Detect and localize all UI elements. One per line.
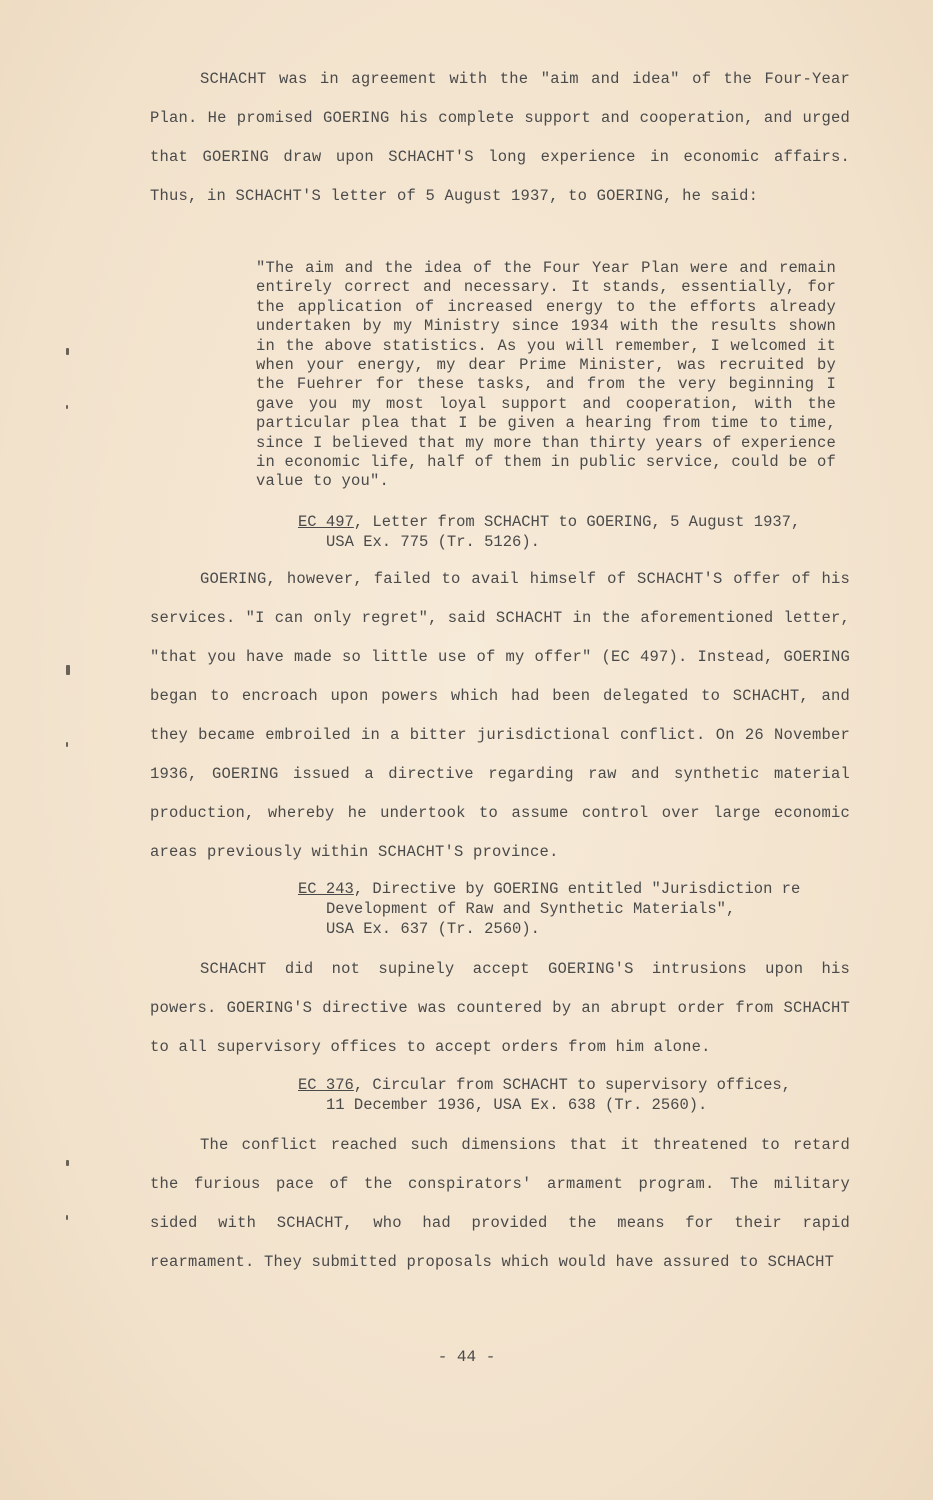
citation-ref: EC 497 bbox=[298, 513, 354, 531]
binder-hole-mark bbox=[66, 742, 68, 747]
citation-text-continued: USA Ex. 775 (Tr. 5126). bbox=[326, 533, 540, 551]
citation-text: , Letter from SCHACHT to GOERING, 5 August 1937, bbox=[353, 513, 801, 531]
citation-text-continued: Development of Raw and Synthetic Materials", USA Ex. 637 (Tr. 2560). bbox=[326, 900, 736, 938]
binder-hole-mark bbox=[66, 665, 70, 675]
binder-hole-mark bbox=[66, 348, 69, 355]
binder-hole-mark bbox=[66, 1215, 68, 1220]
citation-text: , Directive by GOERING entitled "Jurisdiction re bbox=[353, 880, 801, 898]
paragraph-goering-encroach: GOERING, however, failed to avail himself of SCHACHT'S offer of his services. "I can only regret", said SCHACHT in the aforementioned letter, "that you have made so little use of my offer" (EC 497). Instead, GOERING began to encroach upon powers which had been delegated to SCHACHT, and they became embroiled in a bitter jurisdictional conflict. On 26 November 1936, GOERING issued a directive regarding raw and synthetic material production, whereby he undertook to assume control over large economic areas previously within SCHACHT'S province. bbox=[150, 570, 850, 861]
paragraph-schacht-agreement: SCHACHT was in agreement with the "aim and idea" of the Four-Year Plan. He promised GOERING his complete support and cooperation, and urged that GOERING draw upon SCHACHT'S long experience in economic affairs. Thus, in SCHACHT'S letter of 5 August 1937, to GOERING, he said: bbox=[150, 70, 850, 205]
binder-hole-mark bbox=[66, 405, 68, 409]
citation-ec-243 bbox=[298, 879, 838, 939]
block-quote-schacht-letter: "The aim and the idea of the Four Year Plan were and remain entirely correct and necessary. It stands, essentially, for the application of increased energy to the efforts already undertaken by my Ministry since 1934 with the results shown in the above statistics. As you will remember, I welcomed it when your energy, my dear Prime Minister, was recruited by the Fuehrer for these tasks, and from the very beginning I gave you my most loyal support and cooperation, with the particular plea that I be given a hearing from time to time, since I believed that my more than thirty years of experience in economic life, half of them in public service, could be of value to you". bbox=[256, 259, 836, 491]
page-number: - 44 - bbox=[437, 1348, 496, 1366]
citation-text-continued: 11 December 1936, USA Ex. 638 (Tr. 2560). bbox=[326, 1096, 708, 1114]
binder-hole-mark bbox=[66, 1160, 69, 1166]
paragraph-conflict-dimensions: The conflict reached such dimensions that it threatened to retard the furious pace of the conspirators' armament program. The military sided with SCHACHT, who had provided the means for their rapid rearmament. They submitted proposals which would have assured to SCHACHT bbox=[150, 1136, 850, 1271]
citation-ec-497 bbox=[298, 512, 838, 552]
citation-ec-376 bbox=[298, 1075, 838, 1115]
citation-text: , Circular from SCHACHT to supervisory offices, bbox=[353, 1076, 791, 1094]
paragraph-schacht-counter: SCHACHT did not supinely accept GOERING'S intrusions upon his powers. GOERING'S directive was countered by an abrupt order from SCHACHT to all supervisory offices to accept orders from him alone. bbox=[150, 960, 850, 1056]
citation-ref: EC 376 bbox=[298, 1076, 354, 1094]
citation-ref: EC 243 bbox=[298, 880, 354, 898]
